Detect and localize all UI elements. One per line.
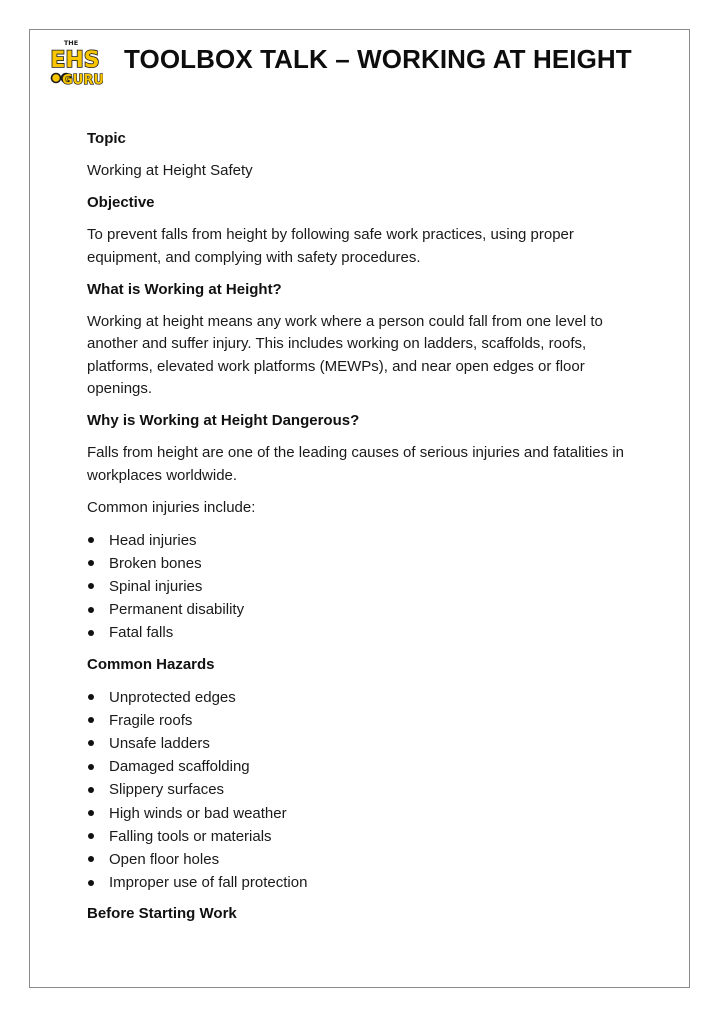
list-item-text: Damaged scaffolding <box>109 758 250 776</box>
bullet-icon <box>88 717 94 723</box>
bullet-icon <box>88 833 94 839</box>
logo-text-ehs: EHS <box>50 48 100 73</box>
what-text: Working at height means any work where a person could fall from one level to another and suffer injury. This includes working on ladders, scaffolds, roofs, platforms, elevated work platforms (MEWPs), and near open edges or floor openings. <box>87 312 603 397</box>
list-item <box>87 802 637 825</box>
list-item-text: Broken bones <box>109 554 202 572</box>
objective-heading: Objective <box>87 194 155 211</box>
list-item <box>87 686 637 709</box>
hazards-heading: Common Hazards <box>87 655 215 673</box>
list-item <box>87 848 637 871</box>
why-text: Falls from height are one of the leading causes of serious injuries and fatalities in workplaces worldwide. <box>87 444 624 484</box>
injuries-list <box>87 529 637 645</box>
list-item-text: Spinal injuries <box>109 577 203 595</box>
list-item <box>87 825 637 848</box>
list-item <box>87 621 637 644</box>
bullet-icon <box>88 740 94 746</box>
logo-glasses-left <box>52 74 61 83</box>
list-item-text: Slippery surfaces <box>109 781 225 799</box>
objective-text: To prevent falls from height by following safe work practices, using proper equipment, and complying with safety procedures. <box>87 226 574 266</box>
list-item <box>87 575 637 598</box>
logo-text-the: THE <box>63 39 79 47</box>
list-item-text: Permanent disability <box>109 601 245 619</box>
list-item-text: Open floor holes <box>109 850 220 868</box>
ehs-guru-logo <box>47 38 103 88</box>
list-item <box>87 552 637 575</box>
bullet-icon <box>88 537 94 543</box>
list-item <box>87 709 637 732</box>
topic-heading: Topic <box>87 130 126 147</box>
bullet-icon <box>88 583 94 589</box>
page-title: TOOLBOX TALK – WORKING AT HEIGHT <box>124 44 632 74</box>
bullet-icon <box>88 630 94 636</box>
list-item-text: Fragile roofs <box>109 711 193 729</box>
list-item <box>87 732 637 755</box>
list-item <box>87 755 637 778</box>
list-item <box>87 598 637 621</box>
list-item-text: Head injuries <box>109 531 197 549</box>
injuries-intro: Common injuries include: <box>87 498 256 516</box>
bullet-icon <box>88 694 94 700</box>
list-item-text: Unsafe ladders <box>109 734 210 752</box>
what-heading: What is Working at Height? <box>87 280 282 298</box>
list-item-text: Falling tools or materials <box>109 827 272 845</box>
document-body <box>87 128 637 935</box>
hazards-list <box>87 686 637 895</box>
bullet-icon <box>88 787 94 793</box>
bullet-icon <box>88 764 94 770</box>
before-heading: Before Starting Work <box>87 905 237 923</box>
list-item-text: Unprotected edges <box>109 688 236 706</box>
list-item-text: High winds or bad weather <box>109 804 287 822</box>
list-item <box>87 871 637 894</box>
logo-text-guru: GURU <box>62 73 103 88</box>
list-item <box>87 778 637 801</box>
bullet-icon <box>88 607 94 613</box>
topic-text: Working at Height Safety <box>87 162 253 179</box>
list-item <box>87 529 637 552</box>
bullet-icon <box>88 880 94 886</box>
bullet-icon <box>88 560 94 566</box>
why-heading: Why is Working at Height Dangerous? <box>87 412 360 429</box>
bullet-icon <box>88 810 94 816</box>
bullet-icon <box>88 856 94 862</box>
list-item-text: Fatal falls <box>109 624 174 642</box>
list-item-text: Improper use of fall protection <box>109 874 308 892</box>
